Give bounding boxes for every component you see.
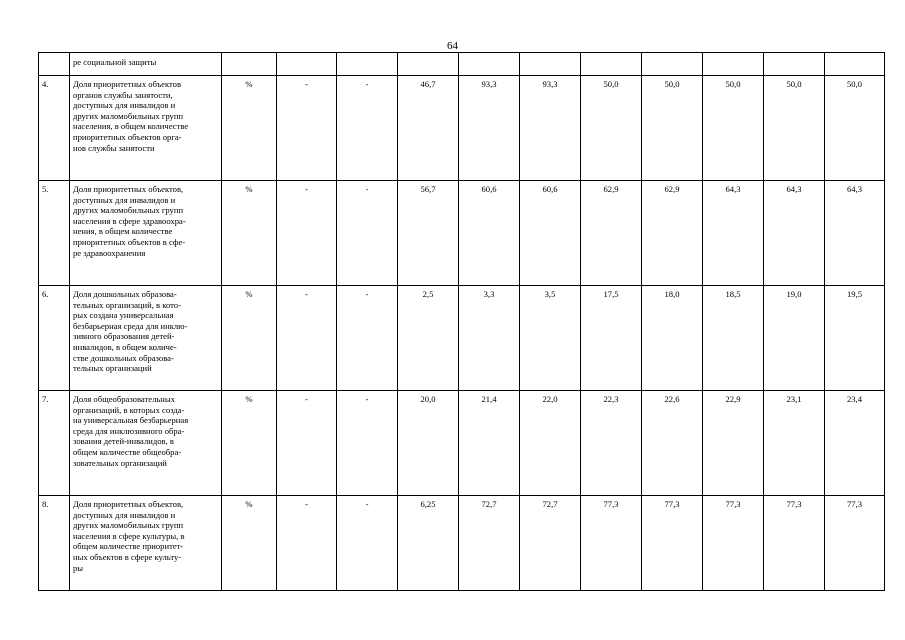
row-number: 8. xyxy=(39,496,70,591)
indicator-name-line: приоритетных объектов орга- xyxy=(73,131,182,142)
empty-cell xyxy=(277,53,337,76)
page-number: 64 xyxy=(447,40,458,52)
indicator-name-line: нов службы занятости xyxy=(73,142,155,153)
indicator-name xyxy=(70,391,222,496)
dash-cell: - xyxy=(337,496,398,591)
value-cell: 46,7 xyxy=(398,76,459,181)
empty-cell xyxy=(703,53,764,76)
value-cell: 50,0 xyxy=(703,76,764,181)
value-cell: 56,7 xyxy=(398,181,459,286)
value-cell: 50,0 xyxy=(825,76,885,181)
indicator-name-line: органов службы занятости, xyxy=(73,89,173,100)
indicator-name-line: зивного образования детей- xyxy=(73,331,175,342)
indicator-name-line: организаций, в которых созда- xyxy=(73,404,185,415)
value-cell: 93,3 xyxy=(520,76,581,181)
indicator-name-line: населения в сфере здравоохра- xyxy=(73,215,186,226)
value-cell: 22,9 xyxy=(703,391,764,496)
indicator-name-line: рых создана универсальная xyxy=(73,310,174,321)
empty-cell xyxy=(337,53,398,76)
value-cell: 3,5 xyxy=(520,286,581,391)
value-cell: 50,0 xyxy=(642,76,703,181)
value-cell: 19,5 xyxy=(825,286,885,391)
unit-cell: % xyxy=(222,496,277,591)
indicator-name-line: общем количестве приоритет- xyxy=(73,541,184,552)
indicator-name xyxy=(70,496,222,591)
empty-cell xyxy=(581,53,642,76)
unit-cell: % xyxy=(222,391,277,496)
dash-cell: - xyxy=(277,391,337,496)
indicator-name-line: Доля приоритетных объектов xyxy=(73,79,182,89)
value-cell: 3,3 xyxy=(459,286,520,391)
value-cell: 77,3 xyxy=(642,496,703,591)
value-cell: 60,6 xyxy=(459,181,520,286)
value-cell: 20,0 xyxy=(398,391,459,496)
value-cell: 77,3 xyxy=(703,496,764,591)
indicator-name-line: ре здравоохранения xyxy=(73,247,146,258)
dash-cell: - xyxy=(337,391,398,496)
value-cell: 72,7 xyxy=(459,496,520,591)
dash-cell: - xyxy=(277,286,337,391)
row-number: 4. xyxy=(39,76,70,181)
indicator-name-line: зования детей-инвалидов, в xyxy=(73,436,174,447)
value-cell: 77,3 xyxy=(825,496,885,591)
continuation-num-cell xyxy=(39,53,70,76)
empty-cell xyxy=(642,53,703,76)
dash-cell: - xyxy=(277,76,337,181)
indicator-name xyxy=(70,76,222,181)
indicator-name-line: нения, в общем количестве xyxy=(73,226,173,237)
value-cell: 19,0 xyxy=(764,286,825,391)
indicator-name-line: других маломобильных групп xyxy=(73,520,184,531)
indicator-name-line: доступных для инвалидов и xyxy=(73,509,176,520)
indicator-name-line: на универсальная безбарьерная xyxy=(73,415,189,426)
indicator-name-line: зовательных организаций xyxy=(73,457,167,468)
row-number: 5. xyxy=(39,181,70,286)
indicator-name-line: доступных для инвалидов и xyxy=(73,100,176,111)
indicator-name-line: Доля приоритетных объектов, xyxy=(73,499,184,509)
value-cell: 50,0 xyxy=(581,76,642,181)
value-cell: 22,3 xyxy=(581,391,642,496)
table-row xyxy=(39,181,885,286)
empty-cell xyxy=(222,53,277,76)
value-cell: 72,7 xyxy=(520,496,581,591)
indicator-name-line: приоритетных объектов в сфе- xyxy=(73,236,186,247)
table-row xyxy=(39,286,885,391)
unit-cell: % xyxy=(222,181,277,286)
value-cell: 60,6 xyxy=(520,181,581,286)
value-cell: 64,3 xyxy=(703,181,764,286)
indicator-name-line: населения в сфере культуры, в xyxy=(73,530,185,541)
value-cell: 93,3 xyxy=(459,76,520,181)
continuation-row xyxy=(39,53,885,76)
empty-cell xyxy=(459,53,520,76)
value-cell: 77,3 xyxy=(764,496,825,591)
indicator-name xyxy=(70,181,222,286)
row-number: 6. xyxy=(39,286,70,391)
empty-cell xyxy=(825,53,885,76)
unit-cell: % xyxy=(222,76,277,181)
indicator-name-line: стве дошкольных образова- xyxy=(73,352,174,363)
value-cell: 22,0 xyxy=(520,391,581,496)
indicator-name-line: других маломобильных групп xyxy=(73,110,184,121)
empty-cell xyxy=(520,53,581,76)
indicator-name-line: ных объектов в сфере культу- xyxy=(73,551,182,562)
value-cell: 62,9 xyxy=(581,181,642,286)
dash-cell: - xyxy=(277,496,337,591)
value-cell: 77,3 xyxy=(581,496,642,591)
indicator-name-line: тельных организаций, в кото- xyxy=(73,299,181,310)
table-row xyxy=(39,391,885,496)
value-cell: 18,5 xyxy=(703,286,764,391)
dash-cell: - xyxy=(337,181,398,286)
indicator-name-line: тельных организаций xyxy=(73,363,152,374)
value-cell: 21,4 xyxy=(459,391,520,496)
table-row xyxy=(39,76,885,181)
value-cell: 18,0 xyxy=(642,286,703,391)
value-cell: 23,1 xyxy=(764,391,825,496)
indicator-name-line: ры xyxy=(73,562,84,573)
indicator-name-line: среда для инклюзивного обра- xyxy=(73,425,185,436)
value-cell: 62,9 xyxy=(642,181,703,286)
indicators-table xyxy=(38,52,885,591)
indicator-name-line: инвалидов, в общем количе- xyxy=(73,341,177,352)
indicator-name-line: населения, в общем количестве xyxy=(73,121,189,132)
indicator-name-line: безбарьерная среда для инклю- xyxy=(73,320,188,331)
value-cell: 6,25 xyxy=(398,496,459,591)
value-cell: 2,5 xyxy=(398,286,459,391)
value-cell: 22,6 xyxy=(642,391,703,496)
value-cell: 64,3 xyxy=(764,181,825,286)
continuation-text: ре социальной защиты xyxy=(70,53,222,76)
dash-cell: - xyxy=(337,286,398,391)
empty-cell xyxy=(398,53,459,76)
row-number: 7. xyxy=(39,391,70,496)
indicator-name-line: Доля дошкольных образова- xyxy=(73,289,177,299)
table-row xyxy=(39,496,885,591)
indicator-name-line: других маломобильных групп xyxy=(73,205,184,216)
empty-cell xyxy=(764,53,825,76)
indicator-name-line: Доля общеобразовательных xyxy=(73,394,175,404)
unit-cell: % xyxy=(222,286,277,391)
indicator-name-line: Доля приоритетных объектов, xyxy=(73,184,184,194)
value-cell: 23,4 xyxy=(825,391,885,496)
value-cell: 17,5 xyxy=(581,286,642,391)
dash-cell: - xyxy=(337,76,398,181)
indicator-name-line: доступных для инвалидов и xyxy=(73,194,176,205)
indicator-name-line: общем количестве общеобра- xyxy=(73,446,182,457)
dash-cell: - xyxy=(277,181,337,286)
value-cell: 64,3 xyxy=(825,181,885,286)
indicator-name xyxy=(70,286,222,391)
value-cell: 50,0 xyxy=(764,76,825,181)
